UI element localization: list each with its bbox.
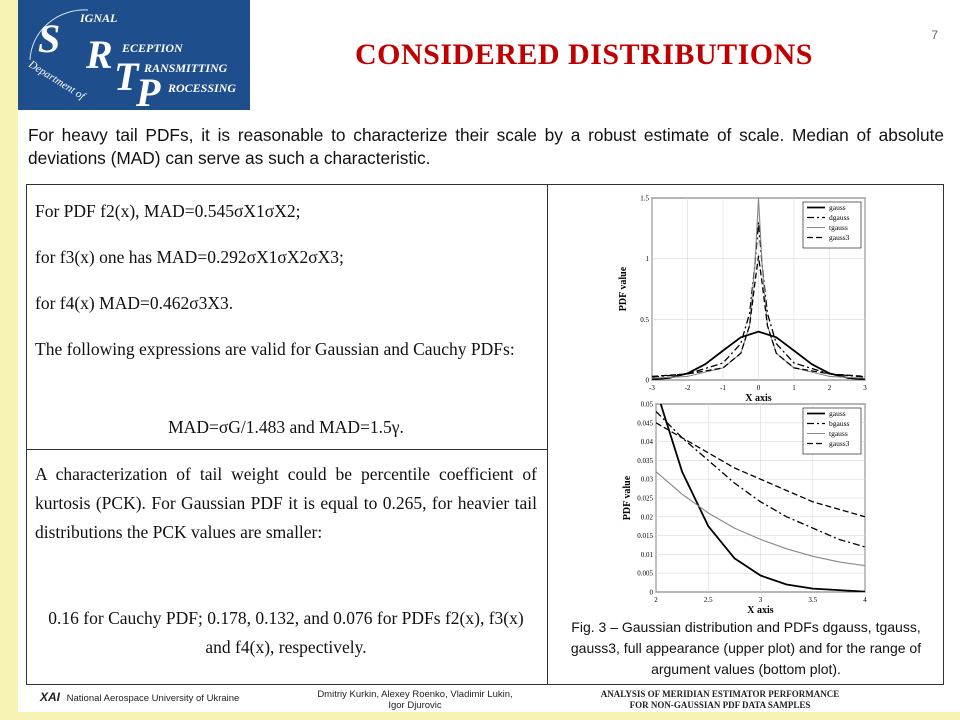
mad-line-f4: for f4(x) MAD=0.462σ3X3. — [35, 293, 234, 313]
x-tick-label-4: 4 — [863, 596, 867, 604]
intro-paragraph: For heavy tail PDFs, it is reasonable to characterize their scale by a robust estimate of scale. Median of absolute deviations (MAD) can serve as such a characteristic. — [28, 125, 944, 168]
y-tick-label-1: 0.005 — [637, 569, 653, 578]
logo-word-processing: ROCESSING — [168, 81, 237, 95]
legend-label-gauss3: gauss3 — [829, 439, 850, 448]
logo-word-reception: ECEPTION — [122, 41, 183, 55]
authors-line-1: Dmitriy Kurkin, Alexey Roenko, Vladimir Lukin, — [317, 689, 513, 700]
srtp-logo — [18, 0, 250, 110]
university-name: National Aerospace University of Ukraine — [66, 693, 240, 704]
pck-values: 0.16 for Cauchy PDF; 0.178, 0.132, and 0.076 for PDFs f2(x), f3(x) and f4(x), respectively. — [48, 608, 524, 657]
logo-letter-t: T — [114, 54, 139, 99]
logo-department: Department of — [26, 58, 87, 103]
chart-tail-view — [600, 396, 876, 614]
x-tick-label-4: 1 — [792, 384, 796, 392]
logo-word-signal: IGNAL — [80, 11, 118, 25]
logo-letter-p: P — [136, 70, 161, 110]
header-banner — [18, 0, 960, 110]
legend-label-dgauss: dgauss — [829, 213, 850, 222]
x-axis-label: X axis — [745, 393, 772, 404]
figure-caption: Fig. 3 – Gaussian distribution and PDFs dgauss, tgauss, gauss3, full appearance (upper plot) and for the range of argument values (bottom plot). — [570, 619, 922, 677]
x-tick-label-0: -3 — [649, 384, 655, 392]
chart-full-view — [600, 190, 876, 404]
x-tick-label-3: 0 — [756, 384, 761, 392]
legend-label-gauss: gauss — [829, 409, 846, 418]
y-axis-label: PDF value — [622, 475, 633, 521]
paper-title-line-2: FOR NON-GAUSSIAN PDF DATA SAMPLES — [629, 700, 811, 710]
legend-label-tgauss: tgauss — [829, 223, 848, 232]
slide-title: CONSIDERED DISTRIBUTIONS — [355, 38, 813, 71]
pck-paragraph: A characterization of tail weight could be percentile coefficient of kurtosis (PCK). For Gaussian PDF it is equal to 0.265, for heavier tail distributions the PCK values are smaller: — [35, 464, 537, 542]
x-tick-label-6: 3 — [863, 384, 867, 392]
y-tick-label-7: 0.035 — [637, 456, 653, 465]
mad-line-f3: for f3(x) one has MAD=0.292σX1σX2σX3; — [35, 247, 344, 267]
y-tick-label-6: 0.03 — [640, 475, 653, 484]
y-tick-label-2: 0.01 — [640, 550, 653, 559]
left-accent-bar — [0, 0, 18, 720]
y-tick-label-0: 0 — [645, 376, 649, 385]
x-tick-label-1: 2.5 — [703, 596, 713, 604]
y-axis-label: PDF value — [618, 266, 629, 312]
y-tick-label-2: 1 — [645, 255, 649, 264]
x-tick-label-5: 2 — [827, 384, 832, 392]
university-footer — [40, 690, 239, 704]
legend-label-tgauss: tgauss — [829, 429, 848, 438]
mad-line-f2: For PDF f2(x), MAD=0.545σX1σX2; — [35, 201, 301, 221]
footer-paper-title — [560, 689, 880, 711]
legend-label-gauss: gauss — [829, 203, 846, 212]
authors-line-2: Igor Djurovic — [388, 700, 442, 711]
x-tick-label-2: 3 — [758, 596, 763, 604]
logo-letter-r: R — [86, 32, 113, 77]
x-tick-label-0: 2 — [654, 596, 658, 604]
y-tick-label-10: 0.05 — [640, 400, 653, 409]
page-number: 7 — [931, 28, 938, 42]
footer-authors — [310, 689, 520, 711]
y-tick-label-1: 0.5 — [640, 315, 649, 324]
y-tick-label-3: 0.015 — [637, 532, 653, 541]
legend-label-gauss3: gauss3 — [829, 233, 850, 242]
x-tick-label-2: -1 — [720, 384, 726, 392]
university-mark: ХАІ — [40, 690, 61, 704]
y-tick-label-4: 0.02 — [640, 513, 653, 522]
y-tick-label-5: 0.025 — [637, 494, 653, 503]
bottom-accent-bar — [0, 712, 960, 720]
paper-title-line-1: ANALYSIS OF MERIDIAN ESTIMATOR PERFORMANCE — [600, 689, 840, 699]
x-tick-label-3: 3.5 — [808, 596, 818, 604]
x-tick-label-1: -2 — [684, 384, 691, 392]
y-tick-label-3: 1.5 — [640, 194, 649, 203]
logo-word-transmitting: RANSMITTING — [144, 61, 228, 75]
x-axis-label: X axis — [747, 605, 774, 614]
mad-formula: MAD=σG/1.483 and MAD=1.5γ. — [168, 417, 404, 437]
y-tick-label-0: 0 — [649, 588, 653, 597]
y-tick-label-9: 0.045 — [637, 419, 653, 428]
legend-label-bgauss: bgauss — [829, 419, 850, 428]
y-tick-label-8: 0.04 — [640, 438, 653, 447]
logo-letter-s: S — [38, 16, 61, 61]
mad-line-expressions: The following expressions are valid for Gaussian and Cauchy PDFs: — [35, 339, 515, 359]
